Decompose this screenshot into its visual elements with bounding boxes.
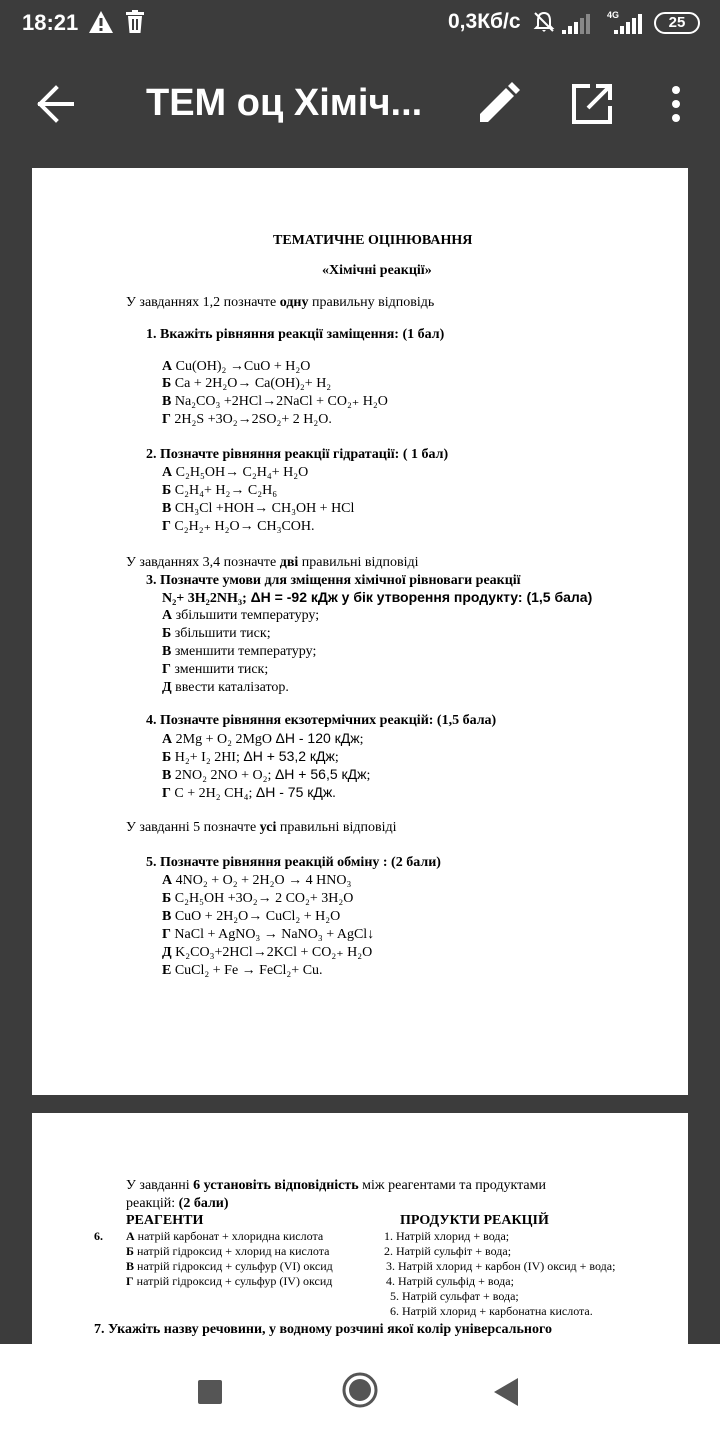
reagent-a: А натрій карбонат + хлоридна кислота [126,1229,324,1243]
q5-option-c: В CuO + 2H₂O→ CuCl₂ + H₂O [162,909,341,924]
svg-text:4G: 4G [607,10,620,20]
q2-option-c: В CH₃Cl +HOH→ CH₃OH + HCl [162,501,355,516]
products-header: ПРОДУКТИ РЕАКЦІЙ [400,1213,549,1228]
reagent-b: Б натрій гідроксид + хлорид на кислота [126,1244,330,1258]
reagent-c: В натрій гідроксид + сульфур (VI) оксид [126,1259,333,1273]
question-4-title: 4. Позначте рівняння екзотермічних реакцій: (1,5 бала) [146,713,497,728]
status-time: 18:21 [22,10,79,35]
app-bar [0,48,720,160]
product-5: 5. Натрій сульфат + вода; [390,1289,519,1303]
q3-equation: N₂+ 3H₂2NH₃; ΔH = -92 кДж у бік утворення продукту: (1,5 бала) [162,589,593,606]
question-1-title: 1. Вкажіть рівняння реакції заміщення: (1 бал) [146,327,445,342]
status-bar [0,0,720,48]
q3-option-c: В зменшити температуру; [162,644,317,659]
instruction-1: У завданнях 1,2 позначте одну правильну відповідь [126,295,435,310]
q2-option-d: Г C₂H₂₊ H₂O→ CH₃COH. [162,519,315,534]
document-title: ТЕМ оц Хіміч... [146,82,423,124]
instruction-6-line-2: реакцій: (2 бали) [126,1196,229,1211]
q1-option-c: В Na₂CO₃ +2HCl→2NaCl + CO₂₊ H₂O [162,394,388,409]
more-vert-icon[interactable] [664,82,688,126]
q4-option-b: Б H₂+ I₂ 2HI; ΔH + 53,2 кДж; [162,748,339,765]
q2-option-a: А C₂H₅OH→ C₂H₄+ H₂O [162,465,309,480]
navigation-bar [0,1344,720,1440]
reagents-header: РЕАГЕНТИ [126,1213,204,1228]
page-heading: ТЕМАТИЧНЕ ОЦІНЮВАННЯ [273,233,473,248]
q3-option-b: Б збільшити тиск; [162,626,271,641]
page-subheading: «Хімічні реакції» [322,263,432,278]
question-2-title: 2. Позначте рівняння реакції гідратації: ( 1 бал) [146,447,449,462]
edit-pencil-icon[interactable] [476,82,520,126]
q5-option-b: Б C₂H₅OH +3O₂→ 2 CO₂+ 3H₂O [162,891,354,906]
trash-icon [124,10,146,34]
back-arrow-icon[interactable] [36,84,76,124]
q4-option-a: А 2Mg + O₂ 2MgO ΔH - 120 кДж; [162,730,364,747]
warning-icon [88,10,114,34]
product-1: 1. Натрій хлорид + вода; [384,1229,510,1243]
signal-icon [562,14,590,34]
q1-option-b: Б Ca + 2H₂O→ Ca(OH)₂+ H₂ [162,376,332,391]
q3-option-a: А збільшити температуру; [162,608,320,623]
q4-option-d: Г С + 2H₂ CH₄; ΔH - 75 кДж. [162,784,336,801]
signal-4g-icon [604,10,642,34]
q5-option-e: Д K₂CO₃+2HCl→2KCl + CO₂₊ H₂O [162,945,373,960]
product-4: 4. Натрій сульфід + вода; [386,1274,514,1288]
product-6: 6. Натрій хлорид + карбонатна кислота. [390,1304,593,1318]
reagent-d: Г натрій гідроксид + сульфур (IV) оксид [126,1274,333,1288]
q1-option-a: А Cu(OH)₂ →CuO + H₂O [162,359,311,374]
network-speed: 0,3Кб/с [448,10,521,33]
question-7-title: 7. Укажіть назву речовини, у водному розчині якої колір універсального [94,1322,552,1337]
q5-option-f: Е CuCl₂ + Fe → FeCl₂+ Cu. [162,963,323,978]
q5-option-d: Г NaCl + AgNO₃ → NaNO₃ + AgCl↓ [162,927,375,942]
question-3-title: 3. Позначте умови для зміщення хімічної рівноваги реакції [146,573,521,588]
product-3: 3. Натрій хлорид + карбон (IV) оксид + вода; [386,1259,616,1273]
q3-option-e: Д ввести каталізатор. [162,680,289,695]
back-triangle-icon[interactable] [494,1378,518,1406]
battery-icon: 25 [654,12,700,34]
instruction-3: У завданні 5 позначте усі правильні відповіді [126,820,397,835]
document-page-1 [32,168,688,1095]
recents-square-icon[interactable] [198,1380,222,1404]
q2-option-b: Б C₂H₄+ H₂→ C₂H₆ [162,483,278,498]
q3-option-d: Г зменшити тиск; [162,662,269,677]
question-6-number: 6. [94,1229,103,1243]
q5-option-a: А 4NO₂ + O₂ + 2H₂O → 4 HNO₃ [162,873,352,888]
product-2: 2. Натрій сульфіт + вода; [384,1244,512,1258]
document-page-2 [32,1113,688,1344]
q4-option-c: В 2NO₂ 2NO + O₂; ΔH + 56,5 кДж; [162,766,371,783]
home-circle-icon[interactable] [342,1372,378,1408]
instruction-6-line-1: У завданні 6 установіть відповідність між реагентами та продуктами [126,1178,546,1193]
document-viewer[interactable] [0,160,720,1344]
question-5-title: 5. Позначте рівняння реакцій обміну : (2 бали) [146,855,441,870]
bell-off-icon [532,10,556,34]
instruction-2: У завданнях 3,4 позначте дві правильні відповіді [126,555,419,570]
open-external-icon[interactable] [570,82,614,126]
q1-option-d: Г 2H₂S +3O₂→2SO₂+ 2 H₂O. [162,412,332,427]
